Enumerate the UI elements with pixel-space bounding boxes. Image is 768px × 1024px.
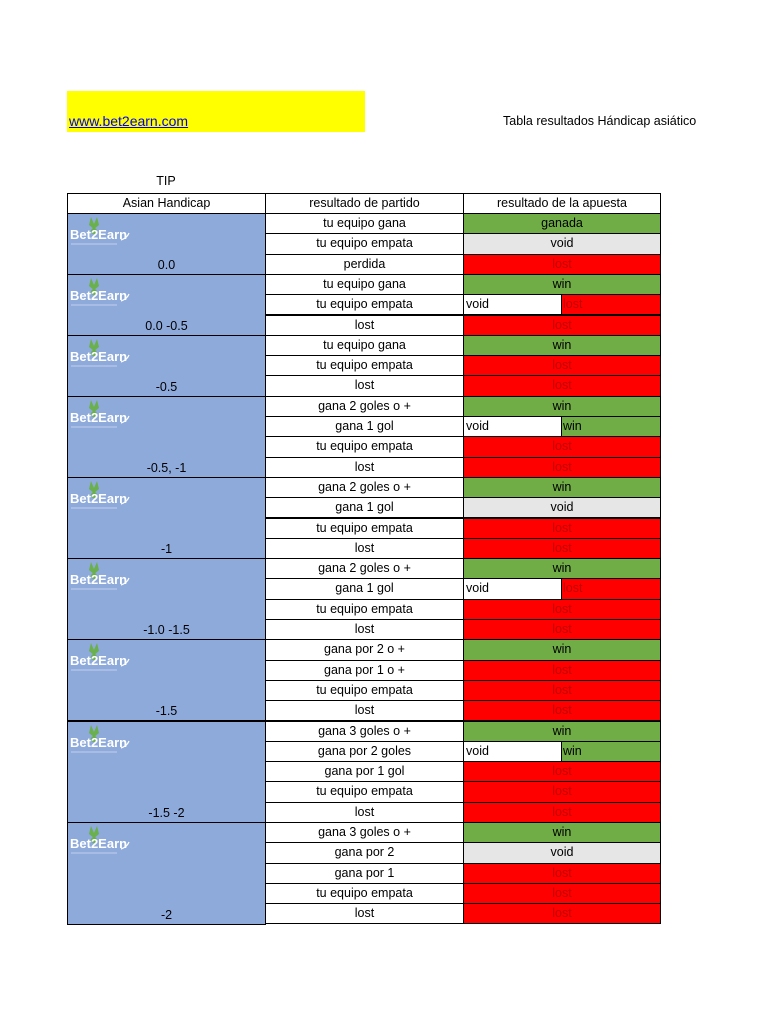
bet-result-cell: void xyxy=(463,233,661,254)
bet-result-cell: lost xyxy=(463,457,661,478)
match-result-cell: gana 1 gol xyxy=(265,578,464,599)
match-result-cell: gana 2 goles o + xyxy=(265,477,464,498)
bet-result-split-cell xyxy=(463,741,661,762)
bet-result-split-cell xyxy=(463,416,661,437)
bet-result-cell: lost xyxy=(463,599,661,620)
bet-result-cell: lost xyxy=(463,518,661,539)
handicap-cell xyxy=(67,558,266,640)
column-header-handicap: Asian Handicap xyxy=(67,193,266,214)
bet-result-cell: lost xyxy=(463,903,661,924)
logo-text: Bet2Earn xyxy=(70,836,128,851)
match-result-cell: gana por 1 gol xyxy=(265,761,464,782)
match-result-cell: lost xyxy=(265,802,464,823)
bet-result-void: void xyxy=(463,416,562,437)
handicap-value: -1.5 xyxy=(155,704,178,719)
logo-text: Bet2Earn xyxy=(70,348,128,364)
bet-result-cell: win xyxy=(463,274,661,295)
match-result-cell: tu equipo empata xyxy=(265,294,464,315)
match-result-cell: gana por 1 o + xyxy=(265,660,464,681)
logo-text: Bet2Earn xyxy=(70,734,128,750)
handicap-value: -1 xyxy=(160,542,173,557)
bet-result-cell: lost xyxy=(463,254,661,275)
match-result-cell: lost xyxy=(265,375,464,396)
bet-result-cell: lost xyxy=(463,680,661,701)
logo-text: Bet2Earn xyxy=(70,227,128,242)
bet-result-cell: lost xyxy=(463,761,661,782)
match-result-cell: gana 2 goles o + xyxy=(265,558,464,579)
bet-result-cell: win xyxy=(463,639,661,660)
logo-text: Bet2Earn xyxy=(70,409,128,425)
bet2earn-logo xyxy=(69,398,133,432)
handicap-cell xyxy=(67,213,266,275)
match-result-cell: gana 2 goles o + xyxy=(265,396,464,417)
handicap-value: -0.5, -1 xyxy=(146,460,187,475)
match-result-cell: tu equipo empata xyxy=(265,781,464,802)
handicap-cell xyxy=(67,335,266,397)
match-result-cell: gana por 1 xyxy=(265,863,464,884)
bet-result-cell: win xyxy=(463,477,661,498)
bet-result-cell: win xyxy=(463,822,661,843)
match-result-cell: lost xyxy=(265,619,464,640)
bet-result-cell: lost xyxy=(463,538,661,559)
bet-result-cell: win xyxy=(463,335,661,356)
match-result-cell: tu equipo empata xyxy=(265,599,464,620)
handicap-cell xyxy=(67,822,266,925)
match-result-cell: tu equipo empata xyxy=(265,436,464,457)
logo-text: Bet2Earn xyxy=(70,490,128,506)
handicap-cell xyxy=(67,477,266,559)
bet-result-cell: win xyxy=(463,558,661,579)
logo-text: Bet2Earn xyxy=(70,287,128,303)
bet-result-secondary: lost xyxy=(561,578,661,599)
match-result-cell: tu equipo empata xyxy=(265,680,464,701)
bet-result-split-cell xyxy=(463,578,661,599)
bet-result-cell: lost xyxy=(463,660,661,681)
match-result-cell: tu equipo empata xyxy=(265,883,464,904)
handicap-value: 0.0 -0.5 xyxy=(145,318,188,333)
handicap-value: -2 xyxy=(160,907,173,922)
bet-result-void: void xyxy=(463,578,562,599)
handicap-value: 0.0 xyxy=(157,257,176,272)
bet-result-cell: ganada xyxy=(463,213,661,234)
match-result-cell: tu equipo gana xyxy=(265,274,464,295)
match-result-cell: gana por 2 goles xyxy=(265,741,464,762)
column-header-match-result: resultado de partido xyxy=(265,193,464,214)
match-result-cell: gana por 2 o + xyxy=(265,639,464,660)
bet-result-split-cell xyxy=(463,294,661,315)
match-result-cell: gana 1 gol xyxy=(265,416,464,437)
bet-result-cell: void xyxy=(463,497,661,518)
bet-result-cell: win xyxy=(463,721,661,742)
match-result-cell: lost xyxy=(265,903,464,924)
bet2earn-logo xyxy=(69,641,133,675)
bet-result-cell: lost xyxy=(463,315,661,336)
handicap-cell xyxy=(67,274,266,336)
bet-result-secondary: win xyxy=(561,741,661,762)
match-result-cell: lost xyxy=(265,538,464,559)
bet2earn-logo xyxy=(69,276,133,310)
handicap-cell xyxy=(67,396,266,478)
match-result-cell: lost xyxy=(265,700,464,721)
match-result-cell: tu equipo gana xyxy=(265,335,464,356)
bet-result-cell: lost xyxy=(463,355,661,376)
bet-result-cell: lost xyxy=(463,802,661,823)
bet2earn-logo xyxy=(69,337,133,371)
match-result-cell: tu equipo empata xyxy=(265,355,464,376)
match-result-cell: lost xyxy=(265,315,464,336)
bet-result-cell: lost xyxy=(463,863,661,884)
bet-result-cell: lost xyxy=(463,619,661,640)
bet-result-secondary: win xyxy=(561,416,661,437)
bet-result-void: void xyxy=(463,741,562,762)
handicap-cell xyxy=(67,721,266,824)
handicap-value: -1.5 -2 xyxy=(148,806,185,820)
bet2earn-logo xyxy=(69,215,133,249)
sheet-title: Tabla resultados Hándicap asiático xyxy=(503,114,697,128)
bet-result-cell: lost xyxy=(463,375,661,396)
match-result-cell: tu equipo gana xyxy=(265,213,464,234)
column-header-bet-result: resultado de la apuesta xyxy=(463,193,661,214)
tip-label: TIP xyxy=(156,174,176,188)
bet2earn-logo xyxy=(69,560,133,594)
bet2earn-logo xyxy=(69,479,133,513)
match-result-cell: gana 1 gol xyxy=(265,497,464,518)
match-result-cell: tu equipo empata xyxy=(265,518,464,539)
bet-result-cell: lost xyxy=(463,436,661,457)
match-result-cell: gana 3 goles o + xyxy=(265,822,464,843)
logo-text: Bet2Earn xyxy=(70,653,128,669)
bet-result-cell: lost xyxy=(463,781,661,802)
match-result-cell: gana 3 goles o + xyxy=(265,721,464,742)
match-result-cell: tu equipo empata xyxy=(265,233,464,254)
bet-result-cell: win xyxy=(463,396,661,417)
handicap-value: -1.0 -1.5 xyxy=(143,623,190,638)
match-result-cell: lost xyxy=(265,457,464,478)
logo-text: Bet2Earn xyxy=(70,572,128,588)
bet-result-cell: void xyxy=(463,842,661,863)
handicap-value: -0.5 xyxy=(155,379,178,394)
bet-result-secondary: lost xyxy=(561,294,661,315)
bet2earn-logo xyxy=(69,824,133,858)
handicap-cell xyxy=(67,639,266,721)
site-link[interactable]: www.bet2earn.com xyxy=(69,113,189,129)
bet-result-cell: lost xyxy=(463,700,661,721)
match-result-cell: gana por 2 xyxy=(265,842,464,863)
bet2earn-logo xyxy=(69,723,133,757)
match-result-cell: perdida xyxy=(265,254,464,275)
bet-result-cell: lost xyxy=(463,883,661,904)
bet-result-void: void xyxy=(463,294,562,315)
